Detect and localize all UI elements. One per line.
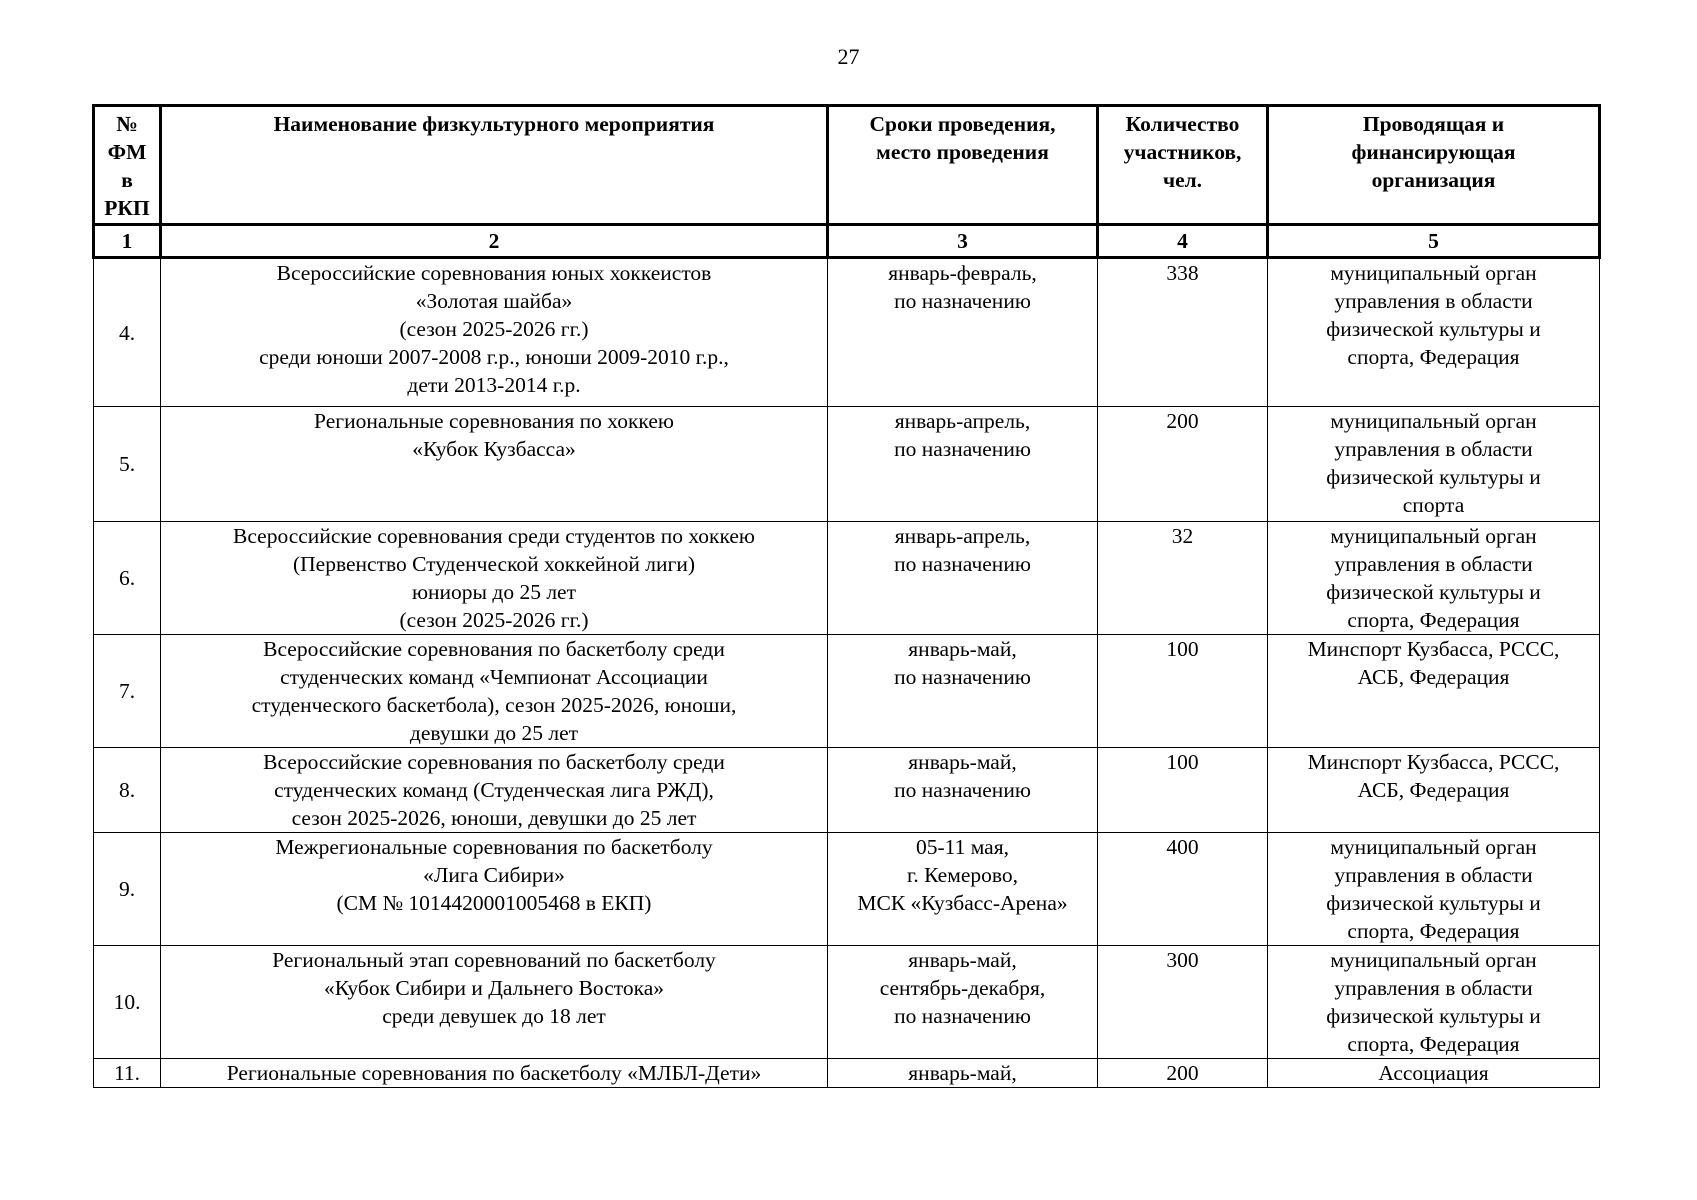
participants-count: 100 — [1098, 635, 1268, 748]
event-name: Всероссийские соревнования среди студентов по хоккею (Первенство Студенческой хоккейной лиги) юниоры до 25 лет (сезон 2025-2026 гг.) — [161, 522, 828, 635]
table-header-row — [94, 106, 1600, 225]
table-row — [94, 522, 1600, 635]
header-dates-place: Сроки проведения, место проведения — [828, 106, 1098, 225]
page-number: 27 — [837, 44, 860, 69]
event-dates: январь-май, по назначению — [828, 635, 1098, 748]
participants-count: 100 — [1098, 748, 1268, 833]
column-number: 4 — [1098, 225, 1268, 258]
event-dates: январь-февраль, по назначению — [828, 258, 1098, 407]
column-number-row — [94, 225, 1600, 258]
organization: муниципальный орган управления в области физической культуры и спорта, Федерация — [1268, 522, 1600, 635]
row-number: 5. — [94, 407, 161, 522]
organization: Ассоциация — [1268, 1059, 1600, 1088]
header-event-name: Наименование физкультурного мероприятия — [161, 106, 828, 225]
table-row — [94, 258, 1600, 407]
column-number: 3 — [828, 225, 1098, 258]
header-participants: Количество участников, чел. — [1098, 106, 1268, 225]
row-number: 11. — [94, 1059, 161, 1088]
row-number: 4. — [94, 258, 161, 407]
event-name: Региональный этап соревнований по баскетболу «Кубок Сибири и Дальнего Востока» среди девушек до 18 лет — [161, 946, 828, 1059]
event-name: Межрегиональные соревнования по баскетболу «Лига Сибири» (СМ № 1014420001005468 в ЕКП) — [161, 833, 828, 946]
participants-count: 32 — [1098, 522, 1268, 635]
row-number: 10. — [94, 946, 161, 1059]
row-number: 8. — [94, 748, 161, 833]
table-row — [94, 833, 1600, 946]
event-name: Региональные соревнования по баскетболу «МЛБЛ-Дети» — [161, 1059, 828, 1088]
organization: муниципальный орган управления в области физической культуры и спорта, Федерация — [1268, 258, 1600, 407]
participants-count: 200 — [1098, 1059, 1268, 1088]
row-number: 6. — [94, 522, 161, 635]
events-table — [92, 104, 1601, 1088]
event-name: Региональные соревнования по хоккею «Кубок Кузбасса» — [161, 407, 828, 522]
organization: Минспорт Кузбасса, РССС, АСБ, Федерация — [1268, 748, 1600, 833]
row-number: 9. — [94, 833, 161, 946]
participants-count: 300 — [1098, 946, 1268, 1059]
event-name: Всероссийские соревнования юных хоккеистов «Золотая шайба» (сезон 2025-2026 гг.) среди юноши 2007-2008 г.р., юноши 2009-2010 г.р., дети 2013-2014 г.р. — [161, 258, 828, 407]
organization: муниципальный орган управления в области физической культуры и спорта, Федерация — [1268, 833, 1600, 946]
column-number: 2 — [161, 225, 828, 258]
header-organization: Проводящая и финансирующая организация — [1268, 106, 1600, 225]
table-row — [94, 1059, 1600, 1088]
participants-count: 200 — [1098, 407, 1268, 522]
event-dates: январь-май, по назначению — [828, 748, 1098, 833]
column-number: 5 — [1268, 225, 1600, 258]
organization: муниципальный орган управления в области физической культуры и спорта — [1268, 407, 1600, 522]
organization: муниципальный орган управления в области физической культуры и спорта, Федерация — [1268, 946, 1600, 1059]
event-dates: январь-май, сентябрь-декабря, по назначению — [828, 946, 1098, 1059]
event-dates: январь-апрель, по назначению — [828, 522, 1098, 635]
event-dates: январь-май, — [828, 1059, 1098, 1088]
participants-count: 338 — [1098, 258, 1268, 407]
column-number: 1 — [94, 225, 161, 258]
event-name: Всероссийские соревнования по баскетболу среди студенческих команд (Студенческая лига РЖД), сезон 2025-2026, юноши, девушки до 25 лет — [161, 748, 828, 833]
table-row — [94, 635, 1600, 748]
table-row — [94, 748, 1600, 833]
event-name: Всероссийские соревнования по баскетболу среди студенческих команд «Чемпионат Ассоциации студенческого баскетбола), сезон 2025-2026, юноши, девушки до 25 лет — [161, 635, 828, 748]
header-fm-number: № ФМ в РКП — [94, 106, 161, 225]
row-number: 7. — [94, 635, 161, 748]
participants-count: 400 — [1098, 833, 1268, 946]
organization: Минспорт Кузбасса, РССС, АСБ, Федерация — [1268, 635, 1600, 748]
event-dates: январь-апрель, по назначению — [828, 407, 1098, 522]
table-row — [94, 407, 1600, 522]
table-row — [94, 946, 1600, 1059]
event-dates: 05-11 мая, г. Кемерово, МСК «Кузбасс-Арена» — [828, 833, 1098, 946]
